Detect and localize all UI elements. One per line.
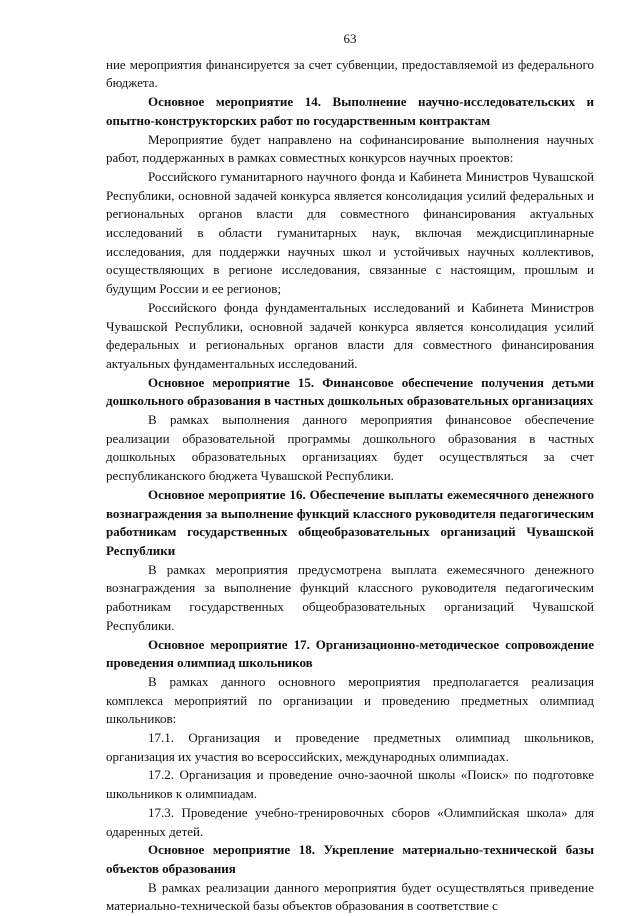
paragraph-continuation: ние мероприятия финансируется за счет субвенции, предоставляемой из федерального бюджета.	[106, 56, 594, 91]
paragraph: Мероприятие будет направлено на софинансирование выполнения научных работ, поддержанных в рамках совместных конкурсов научных проектов:	[106, 131, 594, 166]
list-item-17-2: 17.2. Организация и проведение очно-заочной школы «Поиск» по подготовке школьников к олимпиадам.	[106, 767, 594, 802]
paragraph: В рамках мероприятия предусмотрена выплата ежемесячного денежного вознаграждения за выполнение функций классного руководителя педагогическим работникам государственных общеобразовательных организаций Чувашской Республики.	[106, 561, 594, 633]
page-number: 63	[343, 31, 357, 46]
section-heading-15: Основное мероприятие 15. Финансовое обеспечение получения детьми дошкольного образования в частных дошкольных образовательных организациях	[106, 374, 594, 409]
section-heading-16: Основное мероприятие 16. Обеспечение выплаты ежемесячного денежного вознаграждения за выполнение функций классного руководителя педагогическим работникам государственных общеобразовательных организаций Чувашской Республики	[106, 486, 594, 558]
paragraph: В рамках выполнения данного мероприятия финансовое обеспечение реализации образовательной программы дошкольного образования в частных дошкольных образовательных организациях будет осуществляться за счет республиканского бюджета Чувашской Республики.	[106, 412, 594, 484]
section-heading-18: Основное мероприятие 18. Укрепление материально-технической базы объектов образования	[106, 842, 594, 876]
section-heading-14: Основное мероприятие 14. Выполнение научно-исследовательских и опытно-конструкторских работ по государственным контрактам	[106, 94, 594, 128]
list-item-17-1: 17.1. Организация и проведение предметных олимпиад школьников, организация их участия во всероссийских, международных олимпиадах.	[106, 730, 594, 764]
paragraph: Российского гуманитарного научного фонда и Кабинета Министров Чувашской Республики, основной задачей конкурса является консолидация усилий федеральных и региональных органов власти для совместного финансирования актуальных исследований в области гуманитарных наук, включая междисциплинарные исследования, для поддержки научных школ и устойчивых научных коллективов, осуществляющих в регионе исследования, связанные с настоящим, прошлым и будущим России и ее регионов;	[106, 168, 594, 297]
section-heading-17: Основное мероприятие 17. Организационно-методическое сопровождение проведения олимпиад школьников	[106, 636, 594, 671]
paragraph: В рамках реализации данного мероприятия будет осуществляться приведение материально-технической базы объектов образования в соответствие с	[106, 879, 594, 914]
paragraph: Российского фонда фундаментальных исследований и Кабинета Министров Чувашской Республики, основной задачей конкурса является консолидация усилий федеральных и региональных органов власти для совместного финансирования актуальных фундаментальных исследований.	[106, 299, 594, 371]
paragraph: В рамках данного основного мероприятия предполагается реализация комплекса мероприятий по организации и проведению предметных олимпиад школьников:	[106, 673, 594, 727]
list-item-17-3: 17.3. Проведение учебно-тренировочных сборов «Олимпийская школа» для одаренных детей.	[106, 804, 594, 839]
document-page	[106, 30, 594, 916]
